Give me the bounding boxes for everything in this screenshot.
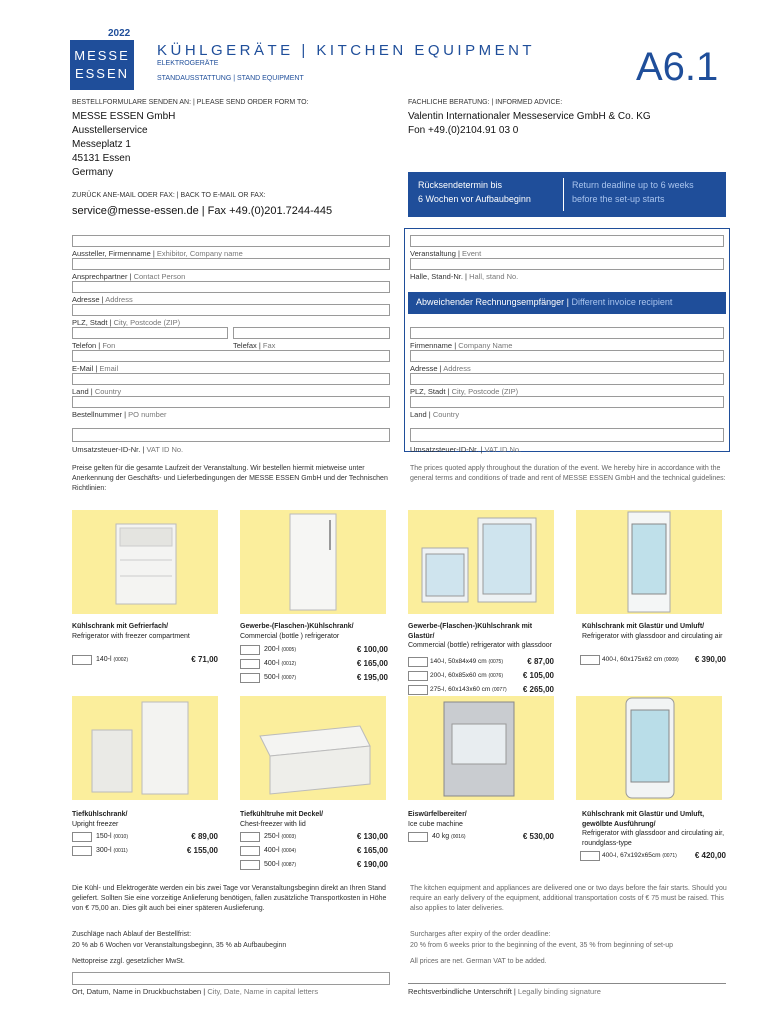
option-label: 400-l, 67x192x65cm (0071) [602,852,677,859]
address-line: Ausstellerservice [72,125,148,136]
option-label: 400-l, 60x175x62 cm (0009) [602,656,679,663]
field-label: Halle, Stand-Nr. | Hall, stand No. [410,272,519,281]
order-checkbox[interactable] [408,685,428,695]
field-label: Land | Country [72,387,122,396]
upright-freezer-image [72,696,218,800]
phone-field[interactable] [72,327,228,339]
advice-line: Valentin Internationaler Messeservice GmbH & Co. KG [408,111,651,122]
exhibitor-field[interactable] [72,235,390,247]
field-label: Telefon | Fon [72,341,116,350]
surcharge-label-en: Surcharges after expiry of the order deadline: [410,931,551,938]
invoice-country-field[interactable] [410,396,724,408]
product-name: Gewerbe-(Flaschen-)Kühlschrank/ Commercial (bottle ) refrigerator [240,623,354,640]
delivery-note-de: Die Kühl- und Elektrogeräte werden ein bis zwei Tage vor Veranstaltungsbeginn direkt an Ihren Stand geliefert. Sollten Sie eine vorzeitige Anlieferung benötigen, fallen zusätzliche Transportkosten in Höhe von € 75,00 an. Dies gilt auch bei einer späteren Auslieferung. [72,885,387,912]
glassdoor-fridge-icon [408,510,554,614]
field-label: E-Mail | Email [72,364,119,373]
invoice-recipient-header: Abweichender Rechnungsempfänger | Different invoice recipient [408,292,726,314]
event-field[interactable] [410,235,724,247]
order-checkbox[interactable] [408,832,428,842]
order-checkbox[interactable] [240,846,260,856]
address-field[interactable] [72,281,390,293]
order-to-address [72,110,175,180]
field-label: PLZ, Stadt | City, Postcode (ZIP) [410,387,519,396]
vat-id-field[interactable] [72,428,390,442]
signature-left-label: Ort, Datum, Name in Druckbuchstaben | City, Date, Name in capital letters [72,987,319,996]
price: € 530,00 [522,832,554,841]
field-label: Telefax | Fax [233,341,276,350]
order-checkbox[interactable] [580,851,600,861]
product-name: Kühlschrank mit Glastür und Umluft/ Refrigerator with glassdoor and circulating air [582,623,723,640]
surcharge-text-en: 20 % from 6 weeks prior to the beginning of the event, 35 % from beginning of set-up [410,942,674,949]
price: € 165,00 [356,846,388,855]
order-checkbox[interactable] [240,832,260,842]
price: € 265,00 [522,685,554,694]
price: € 390,00 [694,655,726,664]
chest-freezer-image [240,696,386,800]
option-label: 140-l, 50x84x49 cm (0075) [430,658,503,665]
option-label: 150-l (0010) [96,833,128,840]
advice-contact [408,110,651,138]
advice-line: Fon +49.(0)2104.91 03 0 [408,125,519,136]
place-date-field[interactable] [72,972,390,985]
terms-en: The prices quoted apply throughout the duration of the event. We hereby hire in accordance with the general terms and conditions of trade and rent of MESSE ESSEN GmbH and the technical guidelines: [410,465,726,482]
order-checkbox[interactable] [580,655,600,665]
address-line: MESSE ESSEN GmbH [72,111,176,122]
option-label: 500-l (0007) [264,674,296,681]
terms-de: Preise gelten für die gesamte Laufzeit der Veranstaltung. Wir bestellen hiermit mietweise unter Anerkennung der Geschäfts- und Lieferbedingungen der MESSE ESSEN GmbH und der Technischen Richtlinien: [72,465,388,492]
bottle-fridge-icon [240,510,386,614]
option-label: 400-l (0012) [264,660,296,667]
email-field[interactable] [72,350,390,362]
order-to-label: BESTELLFORMULARE SENDEN AN: | PLEASE SEND ORDER FORM TO: [72,99,309,106]
po-number-field[interactable] [72,396,390,408]
product-name: Eiswürfelbereiter/ Ice cube machine [408,811,467,828]
deadline-en-2: before the set-up starts [572,194,665,204]
field-label: Adresse | Address [72,295,133,304]
surcharge-text-de: 20 % ab 6 Wochen vor Veranstaltungsbeginn, 35 % ab Aufbaubeginn [72,942,287,949]
price: € 71,00 [191,655,218,664]
ice-machine-image [408,696,554,800]
form-code: A6.1 [636,45,719,89]
option-label: 275-l, 60x143x60 cm (0077) [430,686,507,693]
field-label: Firmenname | Company Name [410,341,513,350]
order-checkbox[interactable] [240,645,260,655]
field-label: Umsatzsteuer-ID-Nr. | VAT ID No. [410,445,522,454]
product-name: Tiefkühlschrank/ Upright freezer [72,811,128,828]
upright-freezer-icon [72,696,218,800]
price: € 195,00 [356,673,388,682]
order-checkbox[interactable] [72,655,92,665]
order-checkbox[interactable] [240,673,260,683]
deadline-de-1: Rücksendetermin bis [418,180,503,190]
price: € 130,00 [356,832,388,841]
field-label: Ansprechpartner | Contact Person [72,272,186,281]
page-subtitle-2: STANDAUSSTATTUNG | STAND EQUIPMENT [157,75,304,82]
field-label: Land | Country [410,410,460,419]
fridge-freezer-icon [72,510,218,614]
order-checkbox[interactable] [72,846,92,856]
product-name: Kühlschrank mit Glastür und Umluft, gewölbte Ausführung/ Refrigerator with glassdoor and circulating air, roundglass-type [582,811,725,847]
invoice-vat-field[interactable] [410,428,724,442]
order-checkbox[interactable] [240,659,260,669]
circulating-fridge-image [576,510,722,614]
address-line: Germany [72,167,114,178]
order-checkbox[interactable] [72,832,92,842]
signature-line[interactable] [408,983,726,984]
chest-freezer-icon [240,696,386,800]
advice-label: FACHLICHE BERATUNG: | INFORMED ADVICE: [408,99,563,106]
price: € 87,00 [527,657,554,666]
glassdoor-fridge-image [408,510,554,614]
roundglass-fridge-icon [576,696,722,800]
order-checkbox[interactable] [408,671,428,681]
fax-field[interactable] [233,327,390,339]
roundglass-fridge-image [576,696,722,800]
price: € 420,00 [694,851,726,860]
field-label: Umsatzsteuer-ID-Nr. | VAT ID No. [72,445,184,454]
deadline-box [408,172,726,217]
invoice-company-field[interactable] [410,327,724,339]
option-label: 400-l (0004) [264,847,296,854]
delivery-note-en: The kitchen equipment and appliances are delivered one or two days before the fair starts. Should you require an early delivery of the equipment, additional transportation costs of € 75 must be raised. This also applies to later deliveries. [410,885,727,912]
option-label: 500-l (0087) [264,861,296,868]
field-label: Adresse | Address [410,364,471,373]
price: € 155,00 [186,846,218,855]
price: € 190,00 [356,860,388,869]
invoice-address-field[interactable] [410,350,724,362]
country-field[interactable] [72,373,390,385]
year-label: 2022 [108,28,131,39]
option-label: 200-l (0005) [264,646,296,653]
signature-right-label: Rechtsverbindliche Unterschrift | Legally binding signature [408,987,601,996]
field-label: Veranstaltung | Event [410,249,482,258]
option-label: 250-l (0003) [264,833,296,840]
deadline-de-2: 6 Wochen vor Aufbaubeginn [418,194,531,204]
field-label: Aussteller, Firmenname | Exhibitor, Company name [72,249,243,258]
price: € 89,00 [191,832,218,841]
product-name: Kühlschrank mit Gefrierfach/ Refrigerator with freezer compartment [72,623,190,640]
contact-person-field[interactable] [72,258,390,270]
ice-machine-icon [408,696,554,800]
product-name: Tiefkühltruhe mit Deckel/ Chest-freezer with lid [240,811,324,828]
price: € 105,00 [522,671,554,680]
circulating-fridge-icon [576,510,722,614]
city-field[interactable] [72,304,390,316]
address-line: Messeplatz 1 [72,139,131,150]
fridge-freezer-image [72,510,218,614]
order-checkbox[interactable] [408,657,428,667]
return-contact: service@messe-essen.de | Fax +49.(0)201.7244-445 [72,205,333,217]
field-label: Bestellnummer | PO number [72,410,167,419]
logo-line-1: MESSE [74,48,130,63]
order-checkbox[interactable] [240,860,260,870]
hall-stand-field[interactable] [410,258,724,270]
product-name: Gewerbe-(Flaschen-)Kühlschrank mit Glastür/ Commercial (bottle) refrigerator with glassdoor [408,623,552,649]
invoice-city-field[interactable] [410,373,724,385]
logo-line-2: ESSEN [74,66,130,81]
option-label: 40 kg (0016) [432,833,466,840]
address-line: 45131 Essen [72,153,131,164]
price: € 100,00 [356,645,388,654]
messe-essen-logo [70,40,134,90]
price: € 165,00 [356,659,388,668]
net-price-note-en: All prices are net. German VAT to be added. [410,958,547,965]
option-label: 200-l, 60x85x60 cm (0076) [430,672,503,679]
option-label: 300-l (0011) [96,847,128,854]
net-price-note-de: Nettopreise zzgl. gesetzlicher MwSt. [72,958,185,965]
deadline-en-1: Return deadline up to 6 weeks [572,180,694,190]
option-label: 140-l (0002) [96,656,128,663]
return-label: ZURÜCK ANE-MAIL ODER FAX: | BACK TO E-MAIL OR FAX: [72,192,266,199]
surcharge-label-de: Zuschläge nach Ablauf der Bestellfrist: [72,931,192,938]
field-label: PLZ, Stadt | City, Postcode (ZIP) [72,318,181,327]
page-subtitle: ELEKTROGERÄTE [157,60,219,67]
bottle-fridge-image [240,510,386,614]
page-title: KÜHLGERÄTE | KITCHEN EQUIPMENT [157,42,536,59]
